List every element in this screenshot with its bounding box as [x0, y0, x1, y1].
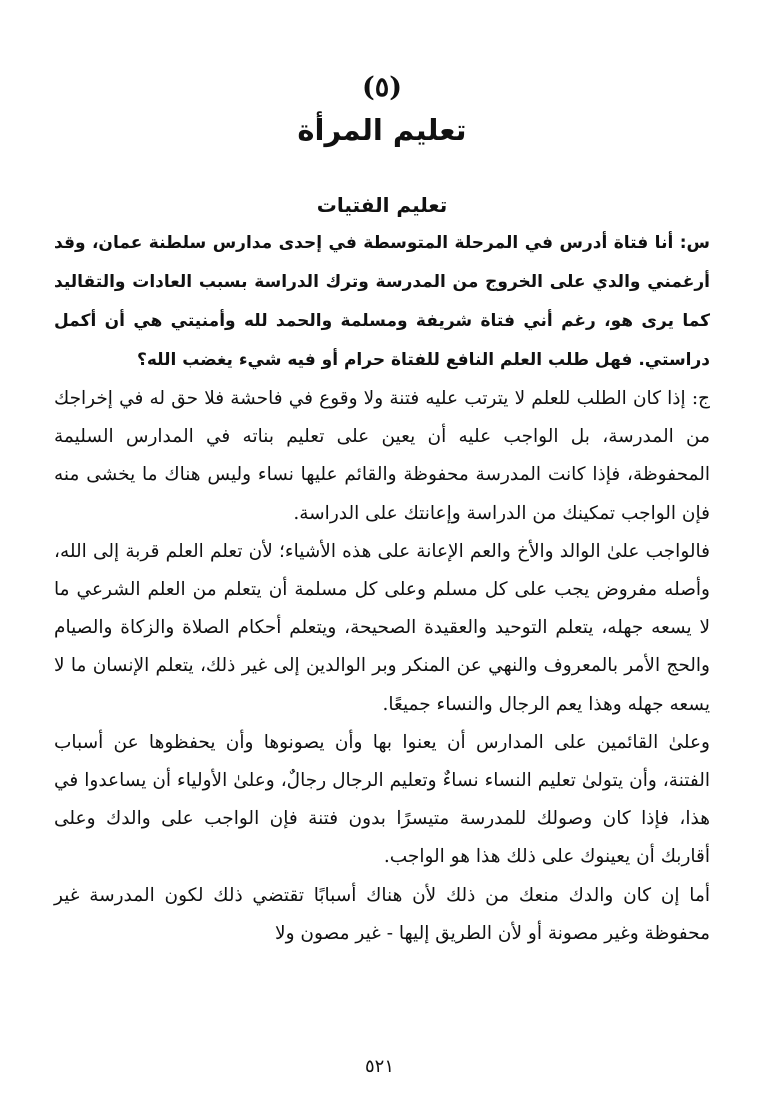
answer-paragraph-3: وعلىٰ القائمين على المدارس أن يعنوا بها وأن يصونوها وأن يحفظوها عن أسباب الفتنة، وأن يتولىٰ تعليم النساء نساءٌ وتعليم الرجال رجالٌ، وعلىٰ الأولياء أن يساعدوا في هذا، فإذا كان وصولك للمدرسة متيسرًا بدون فتنة فإن الواجب على والدك وعلى أقاربك أن يعينوك على ذلك هذا هو الواجب.	[54, 731, 710, 868]
answer-body	[54, 380, 710, 953]
section-heading: تعليم الفتيات	[316, 193, 448, 217]
page-number: ٥٢١	[364, 1056, 394, 1077]
answer-paragraph-2: فالواجب علىٰ الوالد والأخ والعم الإعانة على هذه الأشياء؛ لأن تعلم العلم قربة إلى الله، وأصله مفروض يجب على كل مسلم وعلى كل مسلمة أن يتعلم من العلم الشرعي ما لا يسعه جهله، يتعلم التوحيد والعقيدة الصحيحة، ويتعلم أحكام الصلاة والزكاة والصيام والحج الأمر بالمعروف والنهي عن المنكر وبر الوالدين إلى غير ذلك، يتعلم الإنسان ما لا يسعه جهله وهذا يعم الرجال والنساء جميعًا.	[54, 540, 710, 715]
answer-paragraph-4: أما إن كان والدك منعك من ذلك لأن هناك أسبابًا تقتضي ذلك لكون المدرسة غير محفوظة وغير مصونة أو لأن الطريق إليها - غير مصون ولا	[54, 884, 710, 944]
question-text: س: أنا فتاة أدرس في المرحلة المتوسطة في إحدى مدارس سلطنة عمان، وقد أرغمني والدي على الخروج من المدرسة وترك الدراسة بسبب العادات والتقاليد كما يرى هو، رغم أني فتاة شريفة ومسلمة والحمد لله وأمنيتي هي أن أكمل دراستي. فهل طلب العلم النافع للفتاة حرام أو فيه شيء يغضب الله؟	[54, 233, 710, 370]
chapter-number: (٥)	[361, 72, 403, 103]
chapter-title: تعليم المرأة	[297, 113, 467, 147]
book-page	[54, 70, 710, 953]
answer-paragraph-1: ج: إذا كان الطلب للعلم لا يترتب عليه فتنة ولا وقوع في فاحشة فلا حق له في إخراجك من المدرسة، بل الواجب عليه أن يعين على تعليم بناته في المدارس السليمة المحفوظة، فإذا كانت المدرسة محفوظة والقائم عليها نساء وليس هناك ما يخشى منه فإن الواجب تمكينك من الدراسة وإعانتك على الدراسة.	[54, 388, 710, 524]
